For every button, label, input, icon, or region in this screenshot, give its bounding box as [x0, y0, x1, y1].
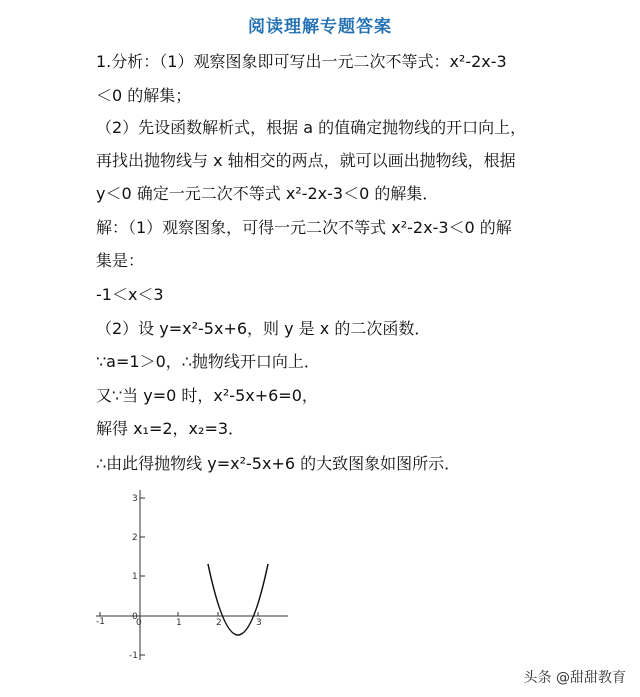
text-line: ∵a=1＞0，∴抛物线开口向上． [96, 352, 320, 371]
text-line: 又∵当 y=0 时，x²-5x+6=0， [96, 386, 318, 405]
text-line: 解得 x₁=2，x₂=3． [96, 419, 245, 438]
text-line: （2）先设函数解析式，根据 a 的值确定抛物线的开口向上， [96, 118, 527, 137]
x-tick-label: 0 [136, 618, 142, 628]
x-tick-label: 3 [256, 618, 262, 628]
page-title: 阅读理解专题答案 [248, 17, 392, 37]
text-line: ∴由此得抛物线 y=x²-5x+6 的大致图象如图所示． [96, 454, 461, 473]
x-tick-label: -1 [96, 617, 105, 627]
y-tick-label: 1 [132, 572, 138, 582]
watermark: 头条 @甜甜教育 [523, 670, 626, 686]
text-line: （2）设 y=x²-5x+6，则 y 是 x 的二次函数． [96, 319, 431, 338]
text-line: 1.分析：（1）观察图象即可写出一元二次不等式：x²-2x-3 [96, 52, 507, 71]
y-tick-label: 2 [132, 533, 138, 543]
text-line: 集是： [96, 251, 145, 270]
y-tick-label: 0 [132, 612, 138, 622]
y-tick-label: -1 [129, 651, 138, 661]
y-tick-label: 3 [132, 494, 138, 504]
x-tick-label: 1 [176, 618, 182, 628]
text-line: -1＜x＜3 [96, 285, 164, 304]
text-line: 解：（1）观察图象，可得一元二次不等式 x²-2x-3＜0 的解 [96, 218, 512, 237]
text-line: 再找出抛物线与 x 轴相交的两点，就可以画出抛物线，根据 [96, 151, 516, 170]
parabola-graph [90, 480, 300, 670]
text-line: ＜0 的解集； [96, 86, 192, 105]
text-line: y＜0 确定一元二次不等式 x²-2x-3＜0 的解集． [96, 184, 439, 203]
x-tick-label: 2 [216, 618, 222, 628]
